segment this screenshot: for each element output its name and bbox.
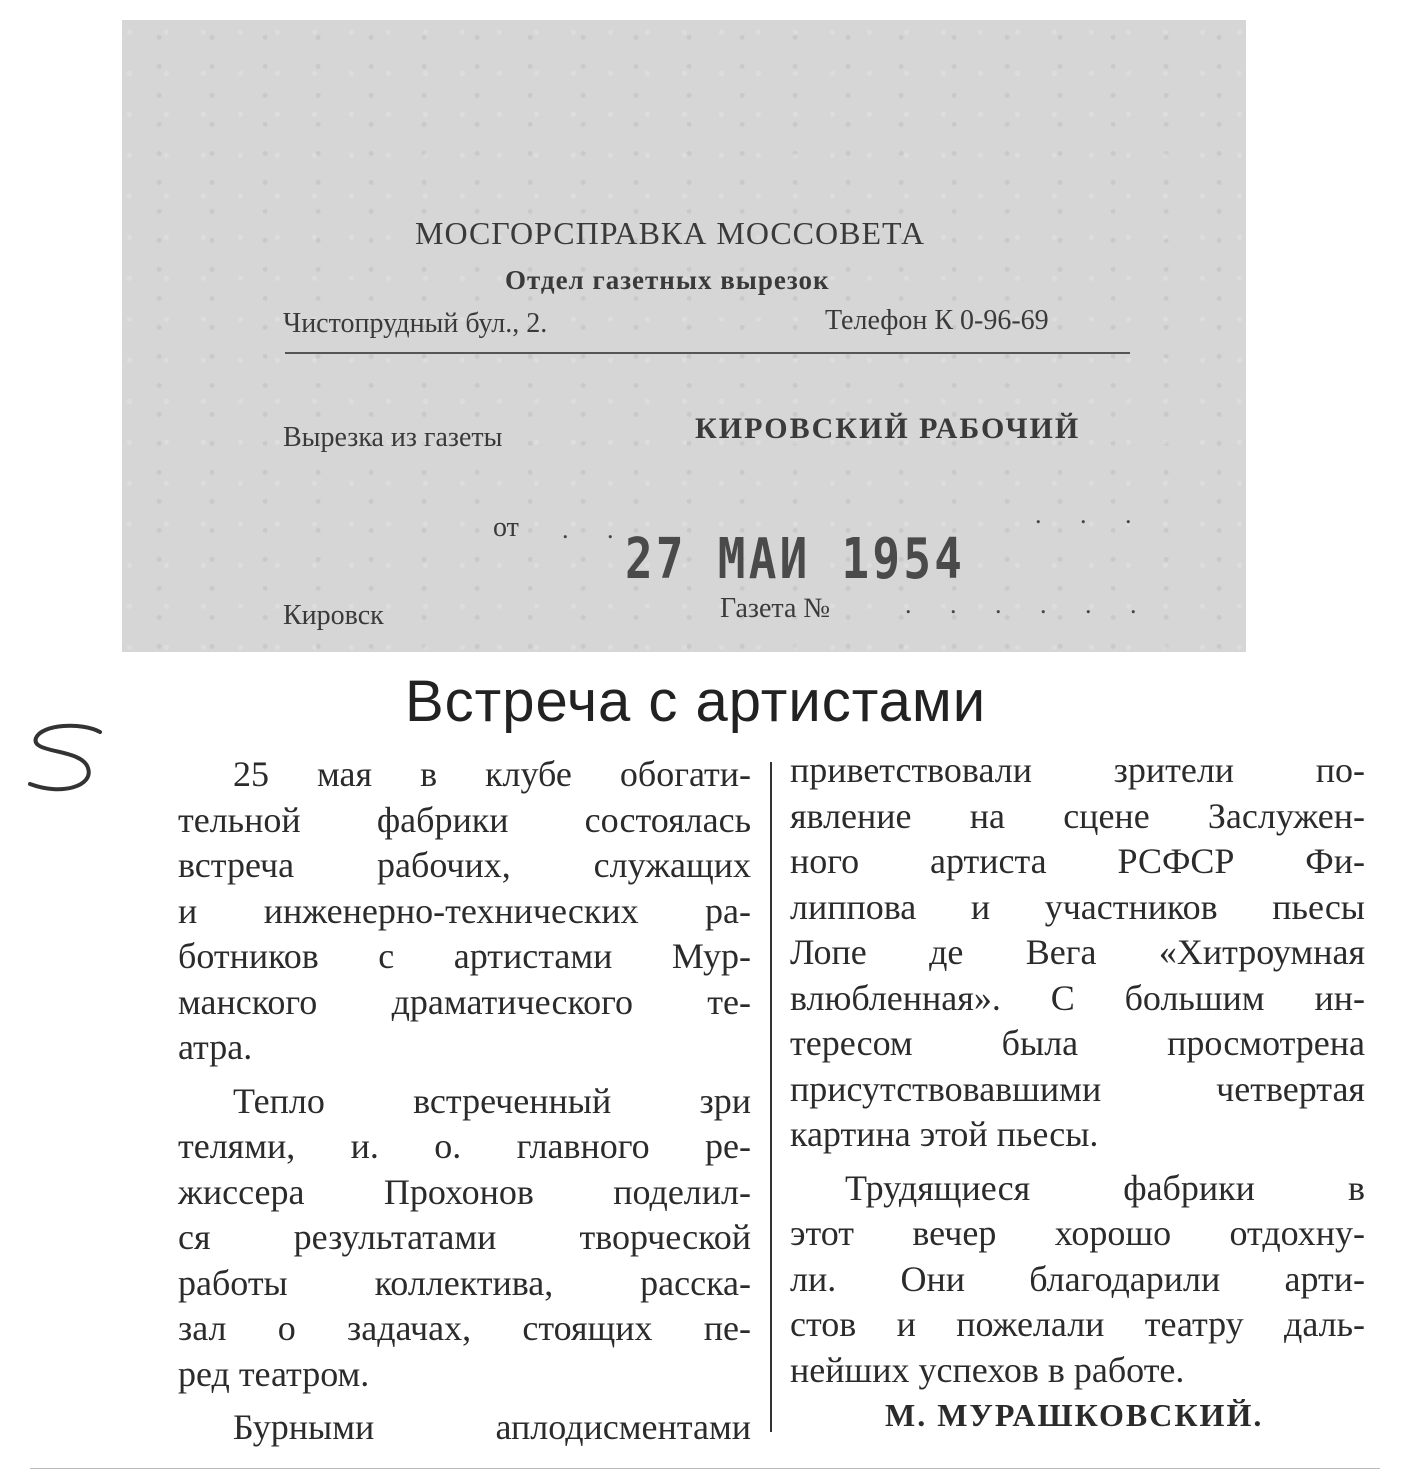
text-line: приветствовали зрители по- bbox=[790, 750, 1365, 790]
text-line: влюбленная». С большим ин- bbox=[790, 977, 1365, 1018]
issue-label: Газета № bbox=[720, 593, 831, 624]
text-line: Тепло встреченный зри bbox=[233, 1080, 751, 1121]
text-line: жиссера Прохонов поделил- bbox=[178, 1171, 751, 1212]
author-signature: М. МУРАШКОВСКИЙ. bbox=[885, 1397, 1264, 1433]
text-line: телями, и. о. главного ре- bbox=[178, 1126, 751, 1166]
text-line: 25 мая в клубе обогати- bbox=[233, 754, 751, 794]
text-line: зал о задачах, стоящих пе- bbox=[178, 1308, 751, 1348]
date-from-label: от bbox=[493, 512, 519, 543]
date-dots-left: . . bbox=[562, 515, 630, 544]
header-divider bbox=[285, 352, 1130, 354]
text-line: Бурными аплодисментами bbox=[233, 1407, 751, 1447]
text-line: картина этой пьесы. bbox=[790, 1114, 1099, 1154]
text-line: липпова и участников пьесы bbox=[790, 886, 1365, 927]
text-line: ботников с артистами Мур- bbox=[178, 936, 751, 976]
article-right-column bbox=[790, 748, 1365, 1393]
address: Чистопрудный бул., 2. bbox=[283, 308, 548, 339]
text-line: нейших успехов в работе. bbox=[790, 1349, 1185, 1390]
text-line: этот вечер хорошо отдохну- bbox=[790, 1213, 1365, 1253]
text-line: ного артиста РСФСР Фи- bbox=[790, 841, 1365, 881]
city: Кировск bbox=[283, 600, 384, 631]
text-line: тельной фабрики состоялась bbox=[178, 799, 751, 840]
organization-name: МОСГОРСПРАВКА МОССОВЕТА bbox=[415, 215, 926, 251]
column-divider bbox=[770, 762, 772, 1432]
text-line: манского драматического те- bbox=[178, 981, 751, 1022]
department-name: Отдел газетных вырезок bbox=[505, 265, 830, 295]
text-line: и инженерно-технических ра- bbox=[178, 890, 751, 931]
clipping-from-label: Вырезка из газеты bbox=[283, 422, 503, 453]
text-line: Трудящиеся фабрики в bbox=[845, 1167, 1365, 1208]
article-left-column bbox=[178, 752, 751, 1451]
text-line: ся результатами творческой bbox=[178, 1217, 751, 1257]
text-line: ред театром. bbox=[178, 1353, 370, 1394]
newspaper-name: КИРОВСКИЙ РАБОЧИЙ bbox=[695, 412, 1081, 445]
article-headline: Встреча с артистами bbox=[405, 669, 987, 734]
phone: Телефон К 0-96-69 bbox=[825, 305, 1049, 336]
text-line: работы коллектива, расска- bbox=[178, 1262, 751, 1303]
text-line: тересом была просмотрена bbox=[790, 1023, 1365, 1063]
text-line: присутствовавшими четвертая bbox=[790, 1068, 1365, 1109]
bottom-edge-line bbox=[30, 1468, 1380, 1469]
text-line: атра. bbox=[178, 1027, 253, 1067]
text-line: явление на сцене Заслужен- bbox=[790, 795, 1365, 836]
text-line: стов и пожелали театру даль- bbox=[790, 1304, 1365, 1344]
date-stamp: 27 МАИ 1954 bbox=[625, 527, 966, 592]
margin-number-mark bbox=[22, 718, 112, 808]
issue-dots: . . . . . . bbox=[905, 590, 1153, 619]
text-line: Лопе де Вега «Хитроумная bbox=[790, 932, 1365, 972]
date-dots-right: . . . bbox=[1035, 500, 1148, 529]
text-line: ли. Они благодарили арти- bbox=[790, 1258, 1365, 1299]
text-line: встреча рабочих, служащих bbox=[178, 845, 751, 885]
